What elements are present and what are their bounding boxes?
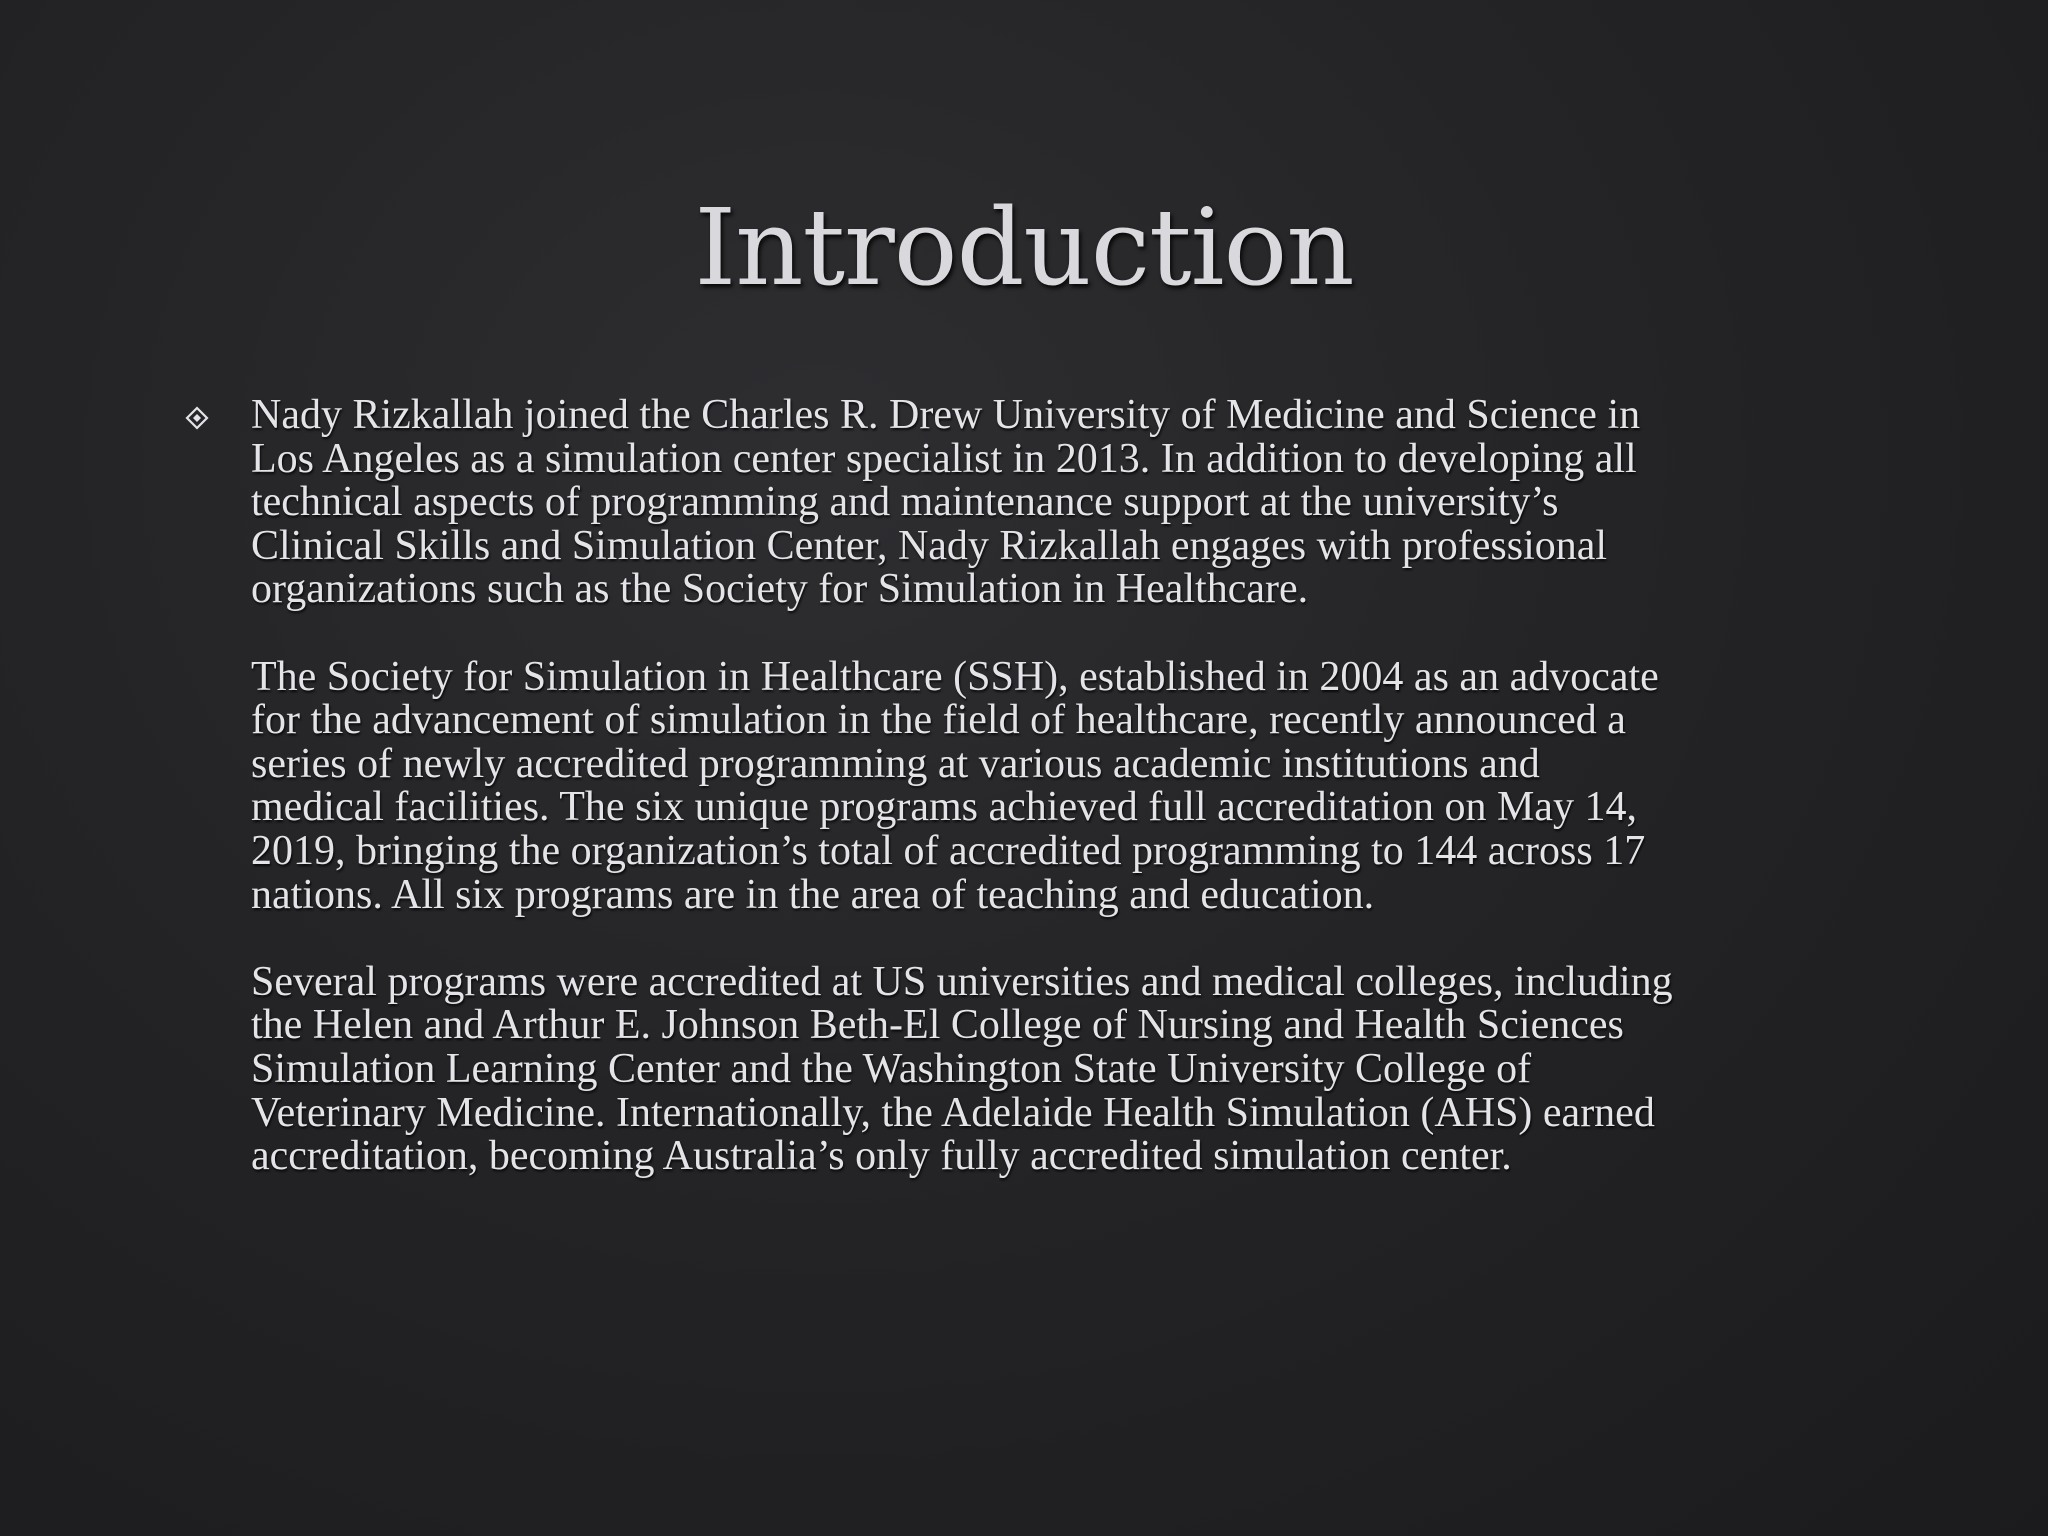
paragraph-spacer [251, 612, 1891, 656]
text-line: medical facilities. The six unique programs achieved full accreditation on May 14, [251, 784, 1637, 831]
paragraph-3 [251, 958, 1891, 1180]
text-line: accreditation, becoming Australia’s only fully accredited simulation center. [251, 1133, 1512, 1180]
text-line: Several programs were accredited at US universities and medical colleges, including [251, 958, 1673, 1005]
text-line: Nady Rizkallah joined the Charles R. Drew University of Medicine and Science in [251, 392, 1641, 438]
slide-title: Introduction [694, 186, 1354, 309]
text-line: the Helen and Arthur E. Johnson Beth-El College of Nursing and Health Sciences [251, 1002, 1624, 1049]
text-line: organizations such as the Society for Simulation in Healthcare. [251, 566, 1309, 613]
text-line: Veterinary Medicine. Internationally, the Adelaide Health Simulation (AHS) earned [251, 1089, 1655, 1136]
paragraph-1 [251, 394, 1891, 612]
text-line: Simulation Learning Center and the Washington State University College of [251, 1045, 1532, 1092]
body-text [251, 394, 1891, 1179]
text-line: series of newly accredited programming at various academic institutions and [251, 740, 1540, 787]
text-line: for the advancement of simulation in the field of healthcare, recently announced a [251, 697, 1626, 744]
text-line: 2019, bringing the organization’s total of accredited programming to 144 across 17 [251, 827, 1646, 874]
text-line: nations. All six programs are in the area of teaching and education. [251, 871, 1375, 918]
text-line: technical aspects of programming and maintenance support at the university’s [251, 479, 1559, 526]
paragraph-2 [251, 653, 1891, 918]
paragraph-spacer [251, 917, 1891, 961]
diamond-bullet-icon [185, 406, 209, 430]
text-line: Los Angeles as a simulation center specialist in 2013. In addition to developing all [251, 435, 1637, 482]
text-line: The Society for Simulation in Healthcare (SSH), established in 2004 as an advocate [251, 653, 1659, 700]
text-line: Clinical Skills and Simulation Center, Nady Rizkallah engages with professional [251, 522, 1608, 569]
